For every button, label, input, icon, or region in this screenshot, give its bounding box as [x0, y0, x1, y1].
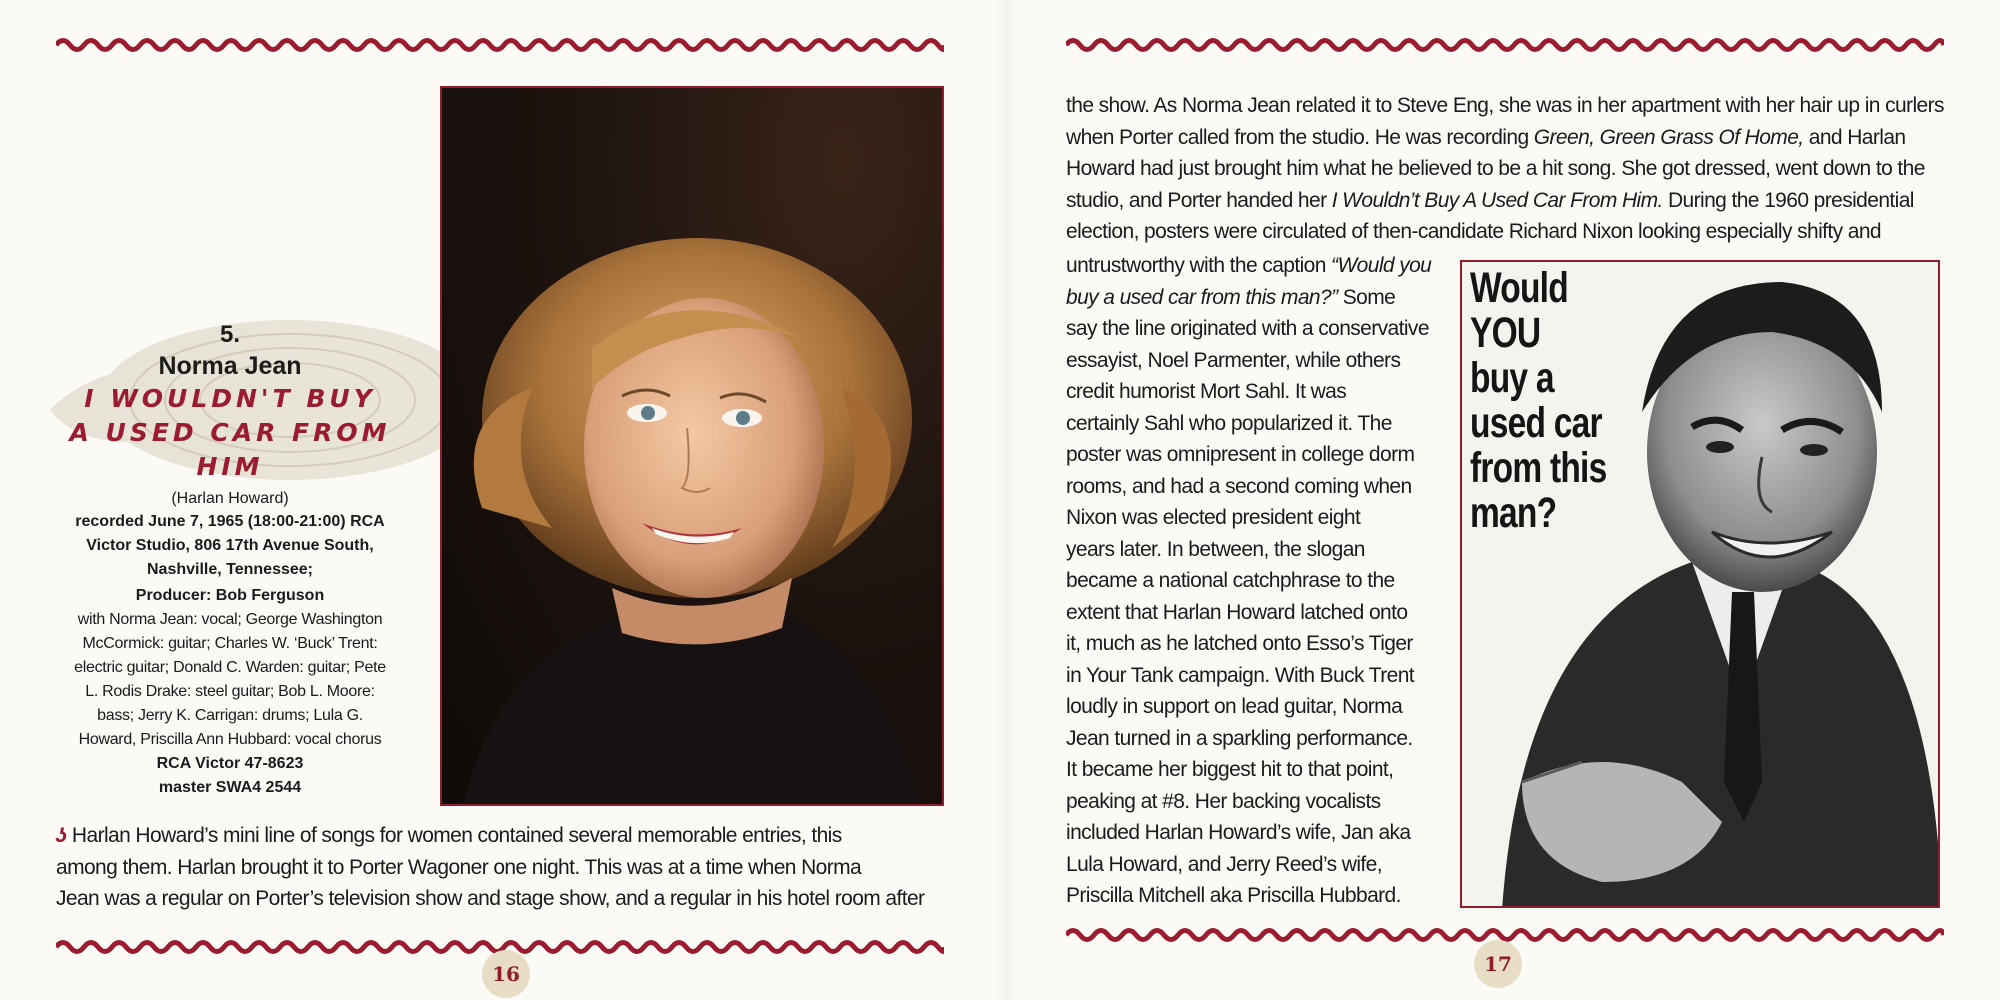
right-top-text [1066, 90, 1944, 248]
dropcap-icon: ʖ [56, 824, 66, 847]
col-line: peaking at #8. Her backing vocalists [1066, 789, 1381, 813]
col-line: loudly in support on lead guitar, Norma [1066, 695, 1403, 718]
track-title-line2: A USED CAR FROM HIM [69, 418, 391, 481]
top-line-4: studio, and Porter handed her I Wouldn’t Buy A Used Car From Him. During the 1960 presidential [1066, 188, 1914, 212]
recorded-line-2: Victor Studio, 806 17th Avenue South, [86, 537, 374, 554]
wavy-border-left-top [56, 36, 944, 54]
col-line: extent that Harlan Howard latched onto [1066, 600, 1408, 624]
musicians-line-1: with Norma Jean: vocal; George Washington [77, 611, 383, 628]
track-number: 5. [219, 321, 240, 348]
musicians-line-4: L. Rodis Drake: steel guitar; Bob L. Moore: [85, 683, 375, 700]
col-line: it, much as he latched onto Esso’s Tiger [1066, 632, 1413, 655]
body-line-3: Jean was a regular on Porter’s television show and stage show, and a regular in his hotel room after [56, 887, 925, 910]
portrait-photo-icon [442, 88, 944, 806]
col-line: say the line originated with a conservative [1066, 317, 1429, 340]
body-line-1: ʖ Harlan Howard’s mini line of songs for women contained several memorable entries, this [56, 824, 842, 847]
col-line-1: untrustworthy with the caption “Would you [1066, 254, 1432, 277]
master-number: master SWA4 2544 [158, 779, 302, 796]
right-column-text [1066, 250, 1446, 912]
wavy-border-right-top [1066, 36, 1944, 54]
body-line-2: among them. Harlan brought it to Porter Wagoner one night. This was at a time when Norma [56, 855, 862, 879]
poster-line-3: buy a [1470, 354, 1554, 402]
col-line: Jean turned in a sparkling performance. [1066, 726, 1413, 750]
musicians-line-5: bass; Jerry K. Carrigan: drums; Lula G. [97, 707, 363, 724]
col-line: It became her biggest hit to that point, [1066, 758, 1394, 781]
recorded-line-1: recorded June 7, 1965 (18:00-21:00) RCA [75, 513, 385, 530]
norma-jean-photo [440, 86, 944, 806]
musicians-line-2: McCormick: guitar; Charles W. ‘Buck’ Trent: [82, 635, 378, 652]
col-line: poster was omnipresent in college dorm [1066, 443, 1415, 466]
col-line: included Harlan Howard’s wife, Jan aka [1066, 821, 1411, 844]
right-page [1010, 0, 2000, 1000]
track-info [50, 320, 410, 800]
col-line: rooms, and had a second coming when [1066, 474, 1412, 498]
top-line-2: when Porter called from the studio. He was recording Green, Green Grass Of Home, and Harlan [1066, 125, 1906, 149]
left-body-text [56, 820, 944, 915]
poster-caption [1470, 266, 1606, 536]
track-writer: (Harlan Howard) [171, 490, 289, 507]
recorded-line-3: Nashville, Tennessee; [147, 561, 313, 578]
col-line: years later. In between, the slogan [1066, 537, 1365, 561]
producer: Producer: Bob Ferguson [135, 587, 325, 604]
col-line: Priscilla Mitchell aka Priscilla Hubbard. [1066, 884, 1401, 907]
top-wavy-border-right [1066, 36, 1944, 54]
page-number-16: 16 [482, 950, 530, 998]
top-line-1: the show. As Norma Jean related it to Steve Eng, she was in her apartment with her hair up in curlers [1066, 94, 1944, 117]
poster-line-6: man? [1470, 489, 1557, 537]
col-line: in Your Tank campaign. With Buck Trent [1066, 663, 1415, 687]
musicians-line-6: Howard, Priscilla Ann Hubbard: vocal chorus [78, 731, 382, 748]
poster-line-5: from this [1470, 444, 1607, 492]
col-line: credit humorist Mort Sahl. It was [1066, 380, 1347, 403]
track-artist: Norma Jean [158, 352, 302, 380]
track-title-line1: I WOULDN'T BUY [84, 384, 376, 413]
page-number-17: 17 [1474, 940, 1522, 988]
top-line-3: Howard had just brought him what he believed to be a hit song. She got dressed, went down to the [1066, 157, 1925, 180]
col-line-2: buy a used car from this man?” Some [1066, 285, 1396, 309]
catalog-number: RCA Victor 47-8623 [156, 755, 304, 772]
nixon-poster [1460, 260, 1940, 908]
top-wavy-border [56, 36, 944, 54]
top-line-5: election, posters were circulated of then-candidate Richard Nixon looking especially shifty and [1066, 220, 1881, 243]
col-line: became a national catchphrase to the [1066, 569, 1395, 592]
col-line: essayist, Noel Parmenter, while others [1066, 348, 1401, 372]
poster-line-1: Would [1470, 264, 1568, 312]
musicians-line-3: electric guitar; Donald C. Warden: guitar; Pete [74, 659, 386, 676]
poster-line-2: YOU [1470, 309, 1541, 357]
col-line: Lula Howard, and Jerry Reed’s wife, [1066, 852, 1382, 876]
poster-line-4: used car [1470, 399, 1602, 447]
col-line: certainly Sahl who popularized it. The [1066, 411, 1392, 435]
col-line: Nixon was elected president eight [1066, 506, 1361, 529]
